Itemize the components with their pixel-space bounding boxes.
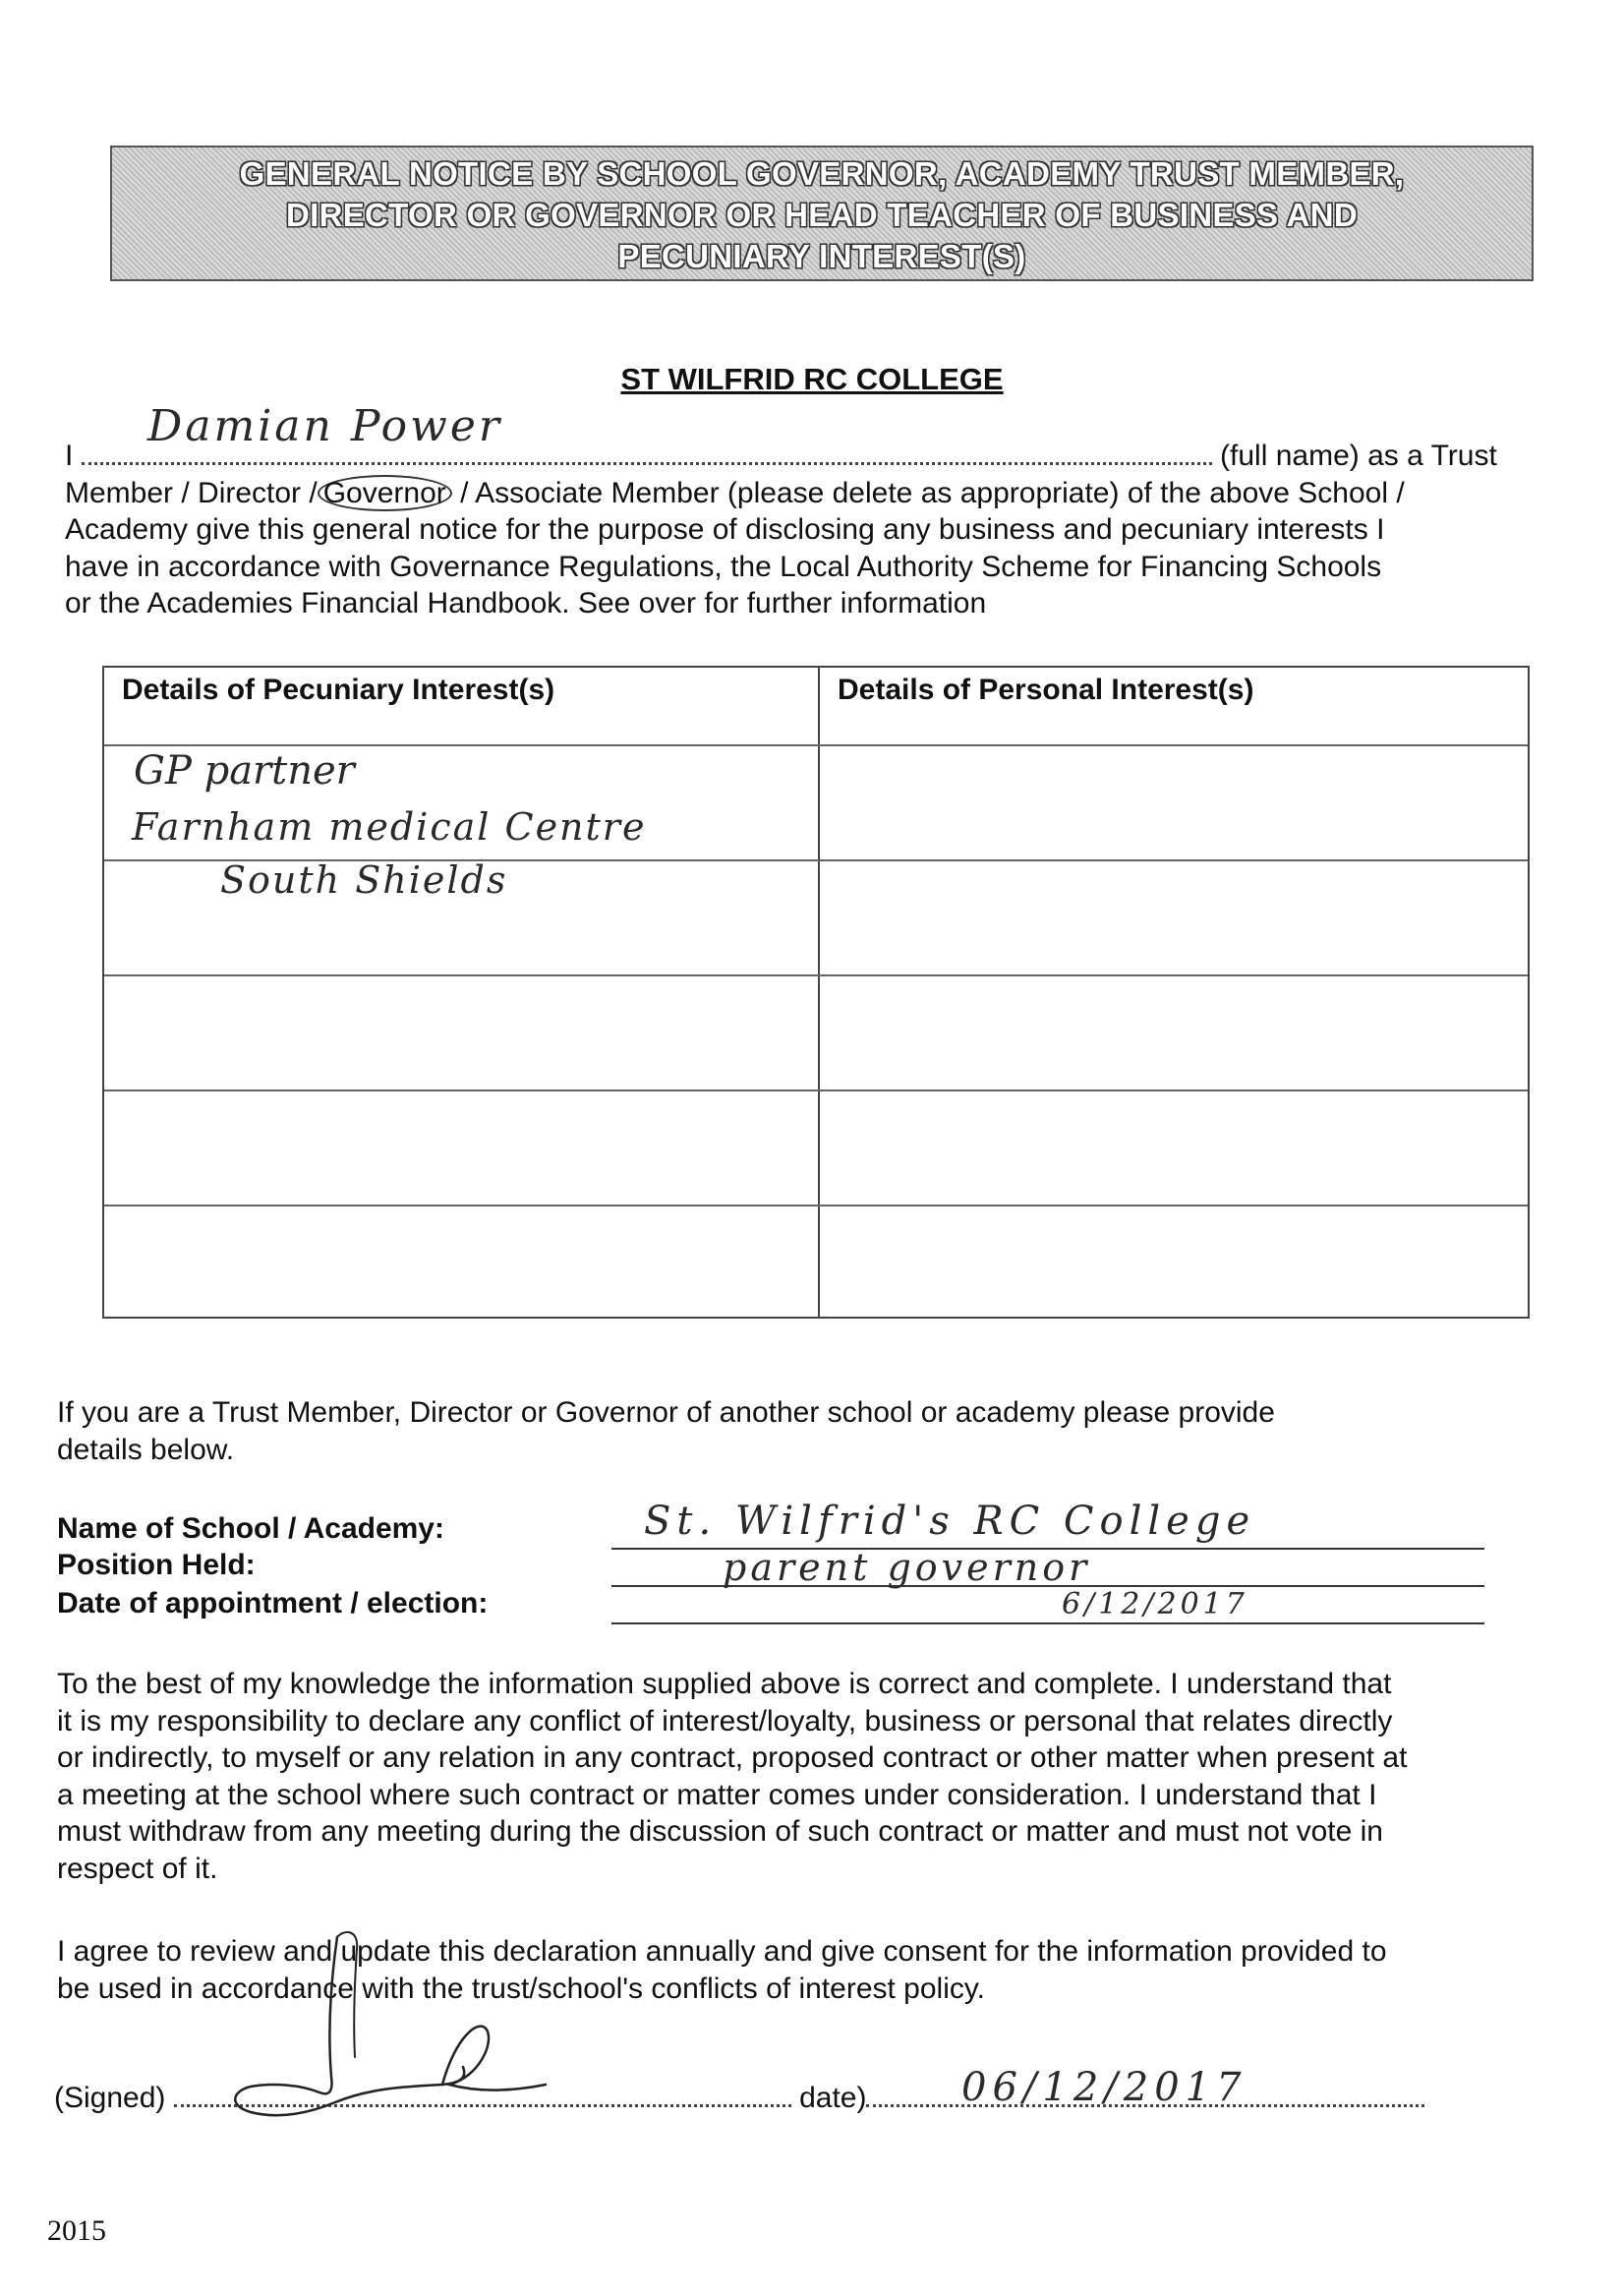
signed-label: (Signed) <box>54 2082 166 2114</box>
confirmation-paragraph <box>57 1666 1591 1887</box>
other-school-intro <box>57 1394 1551 1468</box>
header-banner <box>110 146 1534 281</box>
declaration-line3: Academy give this general notice for the purpose of disclosing any business and pecuniary interests I <box>65 513 1385 546</box>
agreement-line2: be used in accordance with the trust/school's conflicts of interest policy. <box>57 1972 985 2005</box>
agreement-line1: I agree to review and update this declaration annually and give consent for the information provided to <box>57 1935 1387 1968</box>
full-name-handwritten: Damian Power <box>147 401 502 451</box>
school-name-label: Name of School / Academy: <box>57 1512 444 1545</box>
header-title-line3: PECUNIARY INTEREST(S) <box>617 238 1026 274</box>
pecuniary-entry-line3: South Shields <box>220 858 508 902</box>
confirmation-line1: To the best of my knowledge the information supplied above is correct and complete. I understand that <box>57 1668 1392 1700</box>
declaration-line2-a: Member / Director / <box>65 476 318 509</box>
full-name-suffix: (full name) as a Trust <box>1220 440 1497 472</box>
confirmation-line3: or indirectly, to myself or any relation in any contract, proposed contract or other matter when present at <box>57 1741 1408 1774</box>
position-held-label: Position Held: <box>57 1549 256 1581</box>
header-title-line2: DIRECTOR OR GOVERNOR OR HEAD TEACHER OF BUSINESS AND <box>285 197 1359 233</box>
table-row-divider <box>104 974 1528 976</box>
table-column-divider <box>818 668 820 1317</box>
appointment-date-handwritten: 6/12/2017 <box>1062 1587 1248 1621</box>
appointment-date-label: Date of appointment / election: <box>57 1587 489 1619</box>
confirmation-line2: it is my responsibility to declare any conflict of interest/loyalty, business or personal that relates directly <box>57 1704 1393 1737</box>
header-title-line1: GENERAL NOTICE BY SCHOOL GOVERNOR, ACADEMY TRUST MEMBER, <box>239 155 1405 192</box>
table-row-divider <box>104 1205 1528 1207</box>
full-name-field[interactable] <box>82 444 1212 465</box>
header-title <box>112 153 1532 277</box>
confirmation-line6: respect of it. <box>57 1852 218 1885</box>
pecuniary-entry-line2: Farnham medical Centre <box>132 805 647 849</box>
appointment-date-field-line[interactable] <box>611 1622 1484 1624</box>
pecuniary-interest-header: Details of Pecuniary Interest(s) <box>122 674 555 706</box>
declaration-prefix: I <box>65 440 74 472</box>
personal-interest-header: Details of Personal Interest(s) <box>838 674 1254 706</box>
confirmation-line5: must withdraw from any meeting during the discussion of such contract or matter and must not vote in <box>57 1815 1383 1848</box>
declaration-line4: have in accordance with Governance Regulations, the Local Authority Scheme for Financing Schools <box>65 550 1382 583</box>
declaration-line2 <box>65 475 1539 512</box>
other-school-intro-line2: details below. <box>57 1433 235 1466</box>
table-row-divider <box>104 1089 1528 1091</box>
school-name-handwritten: St. Wilfrid's RC College <box>644 1499 1256 1544</box>
table-row-divider <box>104 744 1528 746</box>
other-school-intro-line1: If you are a Trust Member, Director or Governor of another school or academy please provide <box>57 1396 1275 1429</box>
pecuniary-entry-line1: GP partner <box>134 748 355 794</box>
school-name: ST WILFRID RC COLLEGE <box>620 362 1004 396</box>
interests-table <box>102 666 1530 1319</box>
declaration-line5: or the Academies Financial Handbook. See over for further information <box>65 587 987 619</box>
declaration-paragraph <box>65 438 1539 622</box>
declaration-line2-b: / Associate Member (please delete as appropriate) of the above School / <box>460 476 1405 509</box>
position-held-handwritten: parent governor <box>723 1546 1091 1589</box>
footer-year: 2015 <box>47 2214 106 2247</box>
circled-option-governor: Governor <box>318 475 452 511</box>
declaration-line1 <box>65 438 1539 475</box>
confirmation-line4: a meeting at the school where such contract or matter comes under consideration. I understand that I <box>57 1778 1377 1811</box>
handwritten-signature-icon <box>221 1919 575 2126</box>
signature-date-handwritten: 06/12/2017 <box>961 2065 1247 2110</box>
signature-date-label: date) <box>799 2082 867 2114</box>
